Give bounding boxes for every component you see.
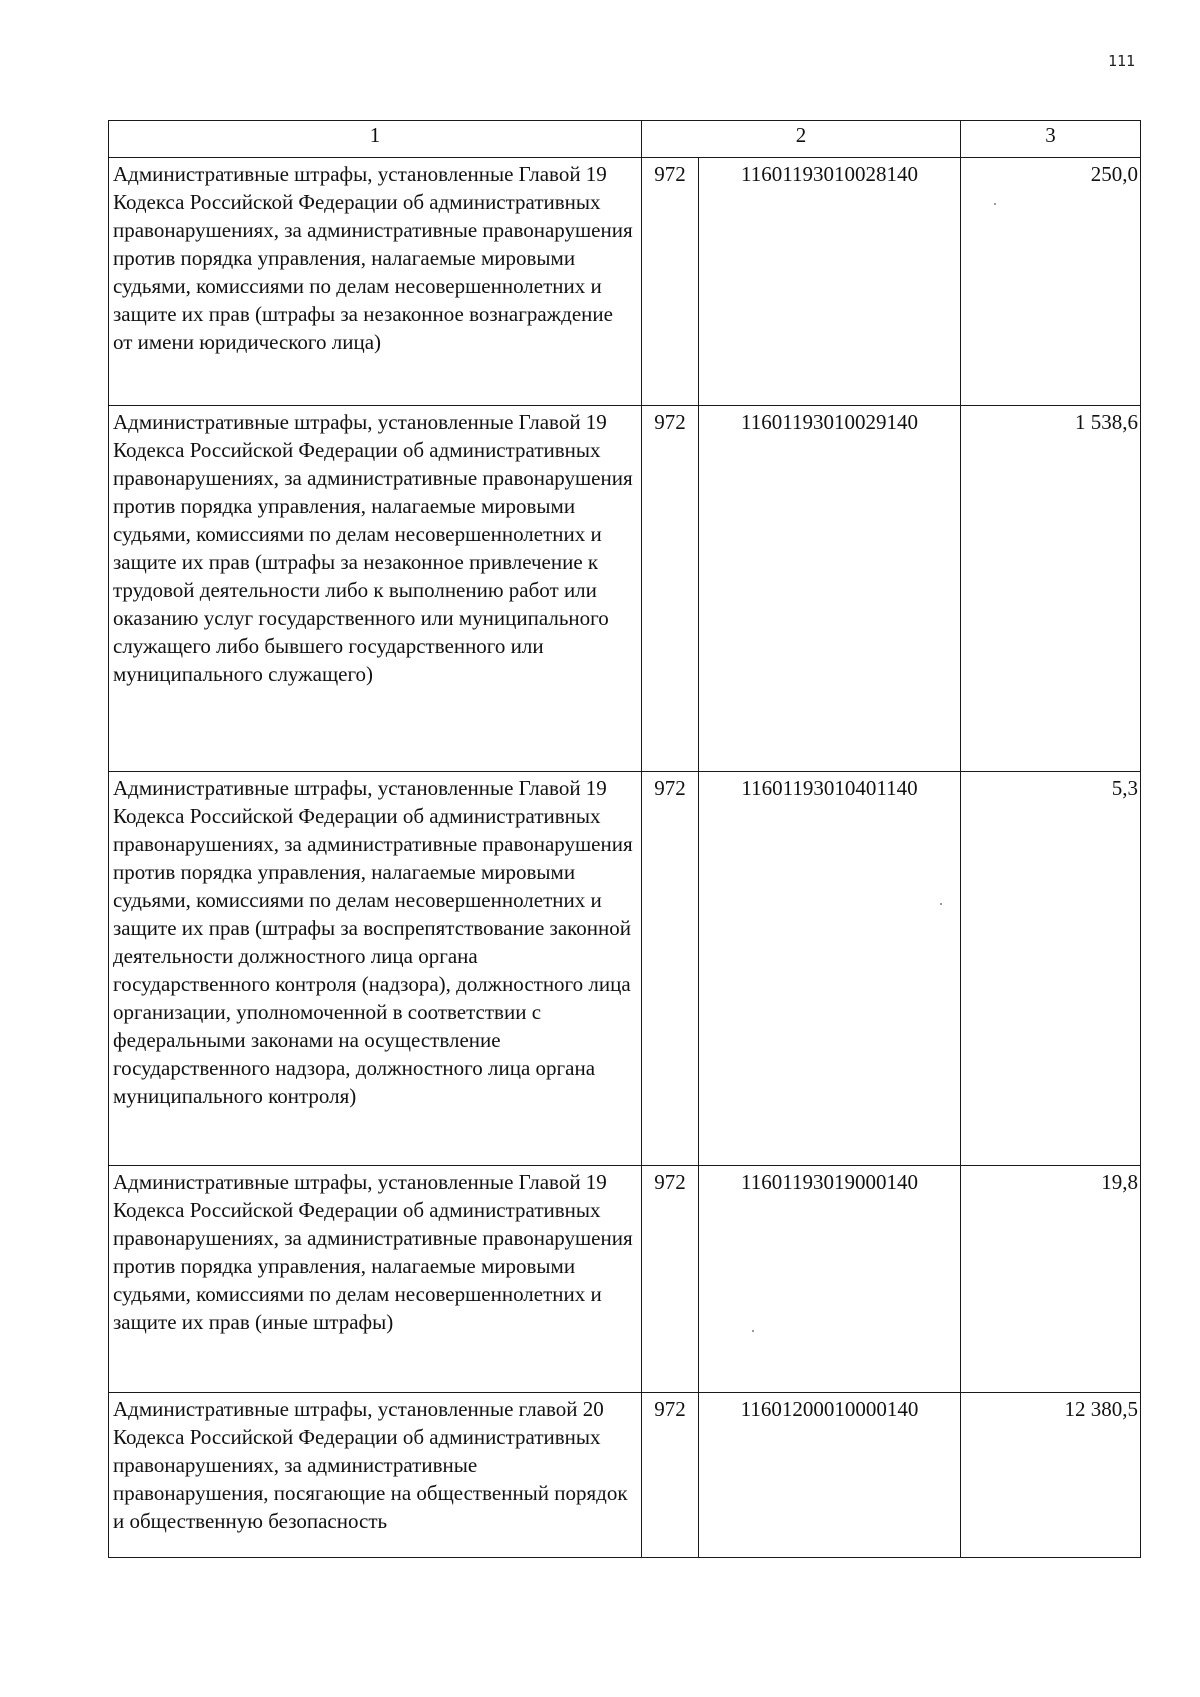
- scan-speck: [752, 1330, 754, 1332]
- column-header-2: 2: [642, 121, 961, 158]
- table-row: [109, 1393, 1141, 1558]
- table-row: [109, 406, 1141, 772]
- table-row: [109, 1166, 1141, 1393]
- row-description: Административные штрафы, установленные Главой 19 Кодекса Российской Федерации об административных правонарушениях, за административные правонарушения против порядка управления, налагаемые мировыми судьями, комиссиями по делам несовершеннолетних и защите их прав (штрафы за незаконное привлечение к трудовой деятельности либо к выполнению работ или оказанию услуг государственного или муниципального служащего либо бывшего государственного или муниципального служащего): [109, 406, 642, 772]
- row-description: Административные штрафы, установленные главой 20 Кодекса Российской Федерации об административных правонарушениях, за административные правонарушения, посягающие на общественный порядок и общественную безопасность: [109, 1393, 642, 1558]
- row-kbk-code: 11601193010029140: [699, 406, 961, 772]
- row-admin-code: 972: [642, 772, 699, 1166]
- revenue-table: [108, 120, 1141, 1558]
- table-row: [109, 772, 1141, 1166]
- row-amount: 19,8: [961, 1166, 1141, 1393]
- row-admin-code: 972: [642, 158, 699, 406]
- row-admin-code: 972: [642, 406, 699, 772]
- row-description: Административные штрафы, установленные Главой 19 Кодекса Российской Федерации об административных правонарушениях, за административные правонарушения против порядка управления, налагаемые мировыми судьями, комиссиями по делам несовершеннолетних и защите их прав (штрафы за воспрепятствование законной деятельности должностного лица органа государственного контроля (надзора), должностного лица организации, уполномоченной в соответствии с федеральными законами на осуществление государственного надзора, должностного лица органа муниципального контроля): [109, 772, 642, 1166]
- row-description: Административные штрафы, установленные Главой 19 Кодекса Российской Федерации об административных правонарушениях, за административные правонарушения против порядка управления, налагаемые мировыми судьями, комиссиями по делам несовершеннолетних и защите их прав (иные штрафы): [109, 1166, 642, 1393]
- row-amount: 250,0: [961, 158, 1141, 406]
- table-header-row: [109, 121, 1141, 158]
- column-header-3: 3: [961, 121, 1141, 158]
- row-kbk-code: 11601193019000140: [699, 1166, 961, 1393]
- row-amount: 12 380,5: [961, 1393, 1141, 1558]
- row-kbk-code: 11601193010028140: [699, 158, 961, 406]
- row-admin-code: 972: [642, 1393, 699, 1558]
- page-number: 111: [1108, 52, 1136, 70]
- row-admin-code: 972: [642, 1166, 699, 1393]
- table-row: [109, 158, 1141, 406]
- row-amount: 5,3: [961, 772, 1141, 1166]
- row-kbk-code: 11601193010401140: [699, 772, 961, 1166]
- row-amount: 1 538,6: [961, 406, 1141, 772]
- row-kbk-code: 11601200010000140: [699, 1393, 961, 1558]
- column-header-1: 1: [109, 121, 642, 158]
- scan-speck: [940, 903, 942, 905]
- scan-speck: [994, 203, 996, 205]
- row-description: Административные штрафы, установленные Главой 19 Кодекса Российской Федерации об административных правонарушениях, за административные правонарушения против порядка управления, налагаемые мировыми судьями, комиссиями по делам несовершеннолетних и защите их прав (штрафы за незаконное вознаграждение от имени юридического лица): [109, 158, 642, 406]
